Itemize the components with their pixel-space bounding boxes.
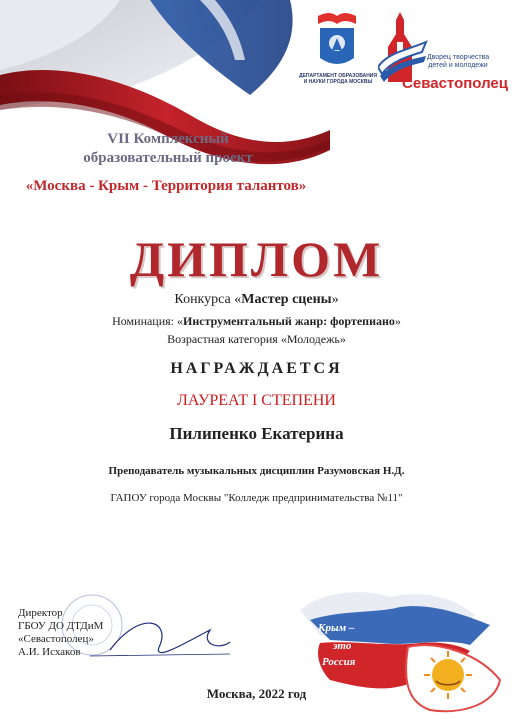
contest-name: Мастер сцены xyxy=(241,292,332,307)
issue-date: Москва, 2022 год xyxy=(206,686,307,701)
department-logo xyxy=(316,10,358,70)
contest-line xyxy=(0,292,513,308)
signature-org: ГБОУ ДО ДТДиМ xyxy=(18,620,104,632)
contest-suffix: » xyxy=(331,292,339,307)
palace-subtitle: Дворец творчества детей и молодежи xyxy=(426,54,490,69)
contest-prefix: Конкурса « xyxy=(174,292,242,307)
crimea-slogan-2: это xyxy=(333,640,352,652)
crimea-slogan-3: Россия xyxy=(322,656,356,668)
teacher-line: Преподаватель музыкальных дисциплин Разумовская Н.Д. xyxy=(108,465,405,477)
department-logo-text: ДЕПАРТАМЕНТ ОБРАЗОВАНИЯ И НАУКИ ГОРОДА МОСКВЫ xyxy=(299,73,377,85)
project-line-1: VII Комплексный xyxy=(107,131,229,147)
recipient-name: Пилипенко Екатерина xyxy=(169,424,344,443)
stamp-and-signature-image xyxy=(50,590,250,670)
project-line-2: образовательный проект xyxy=(83,150,253,166)
laureate-degree: ЛАУРЕАТ I СТЕПЕНИ xyxy=(177,392,336,409)
age-category: Возрастная категория «Молодежь» xyxy=(167,332,346,346)
nomination-suffix: » xyxy=(394,314,401,328)
diploma-title: ДИПЛОМ xyxy=(129,231,384,287)
signature-person: А.И. Исхаков xyxy=(18,646,81,658)
palace-name: Севастополец xyxy=(402,75,508,92)
project-title: «Москва - Крым - Территория талантов» xyxy=(25,178,307,194)
college-line: ГАПОУ города Москвы "Колледж предпринимательства №11" xyxy=(110,492,403,504)
signature-org-name: «Севастополец» xyxy=(18,633,94,645)
nomination-prefix: Номинация: « xyxy=(112,314,184,328)
nomination-line xyxy=(0,314,513,329)
nomination-name: Инструментальный жанр: фортепиано xyxy=(183,314,395,328)
signature-title: Директор xyxy=(18,607,63,619)
awarded-heading: НАГРАЖДАЕТСЯ xyxy=(170,360,343,377)
crimea-slogan-1: Крым – xyxy=(318,622,355,634)
